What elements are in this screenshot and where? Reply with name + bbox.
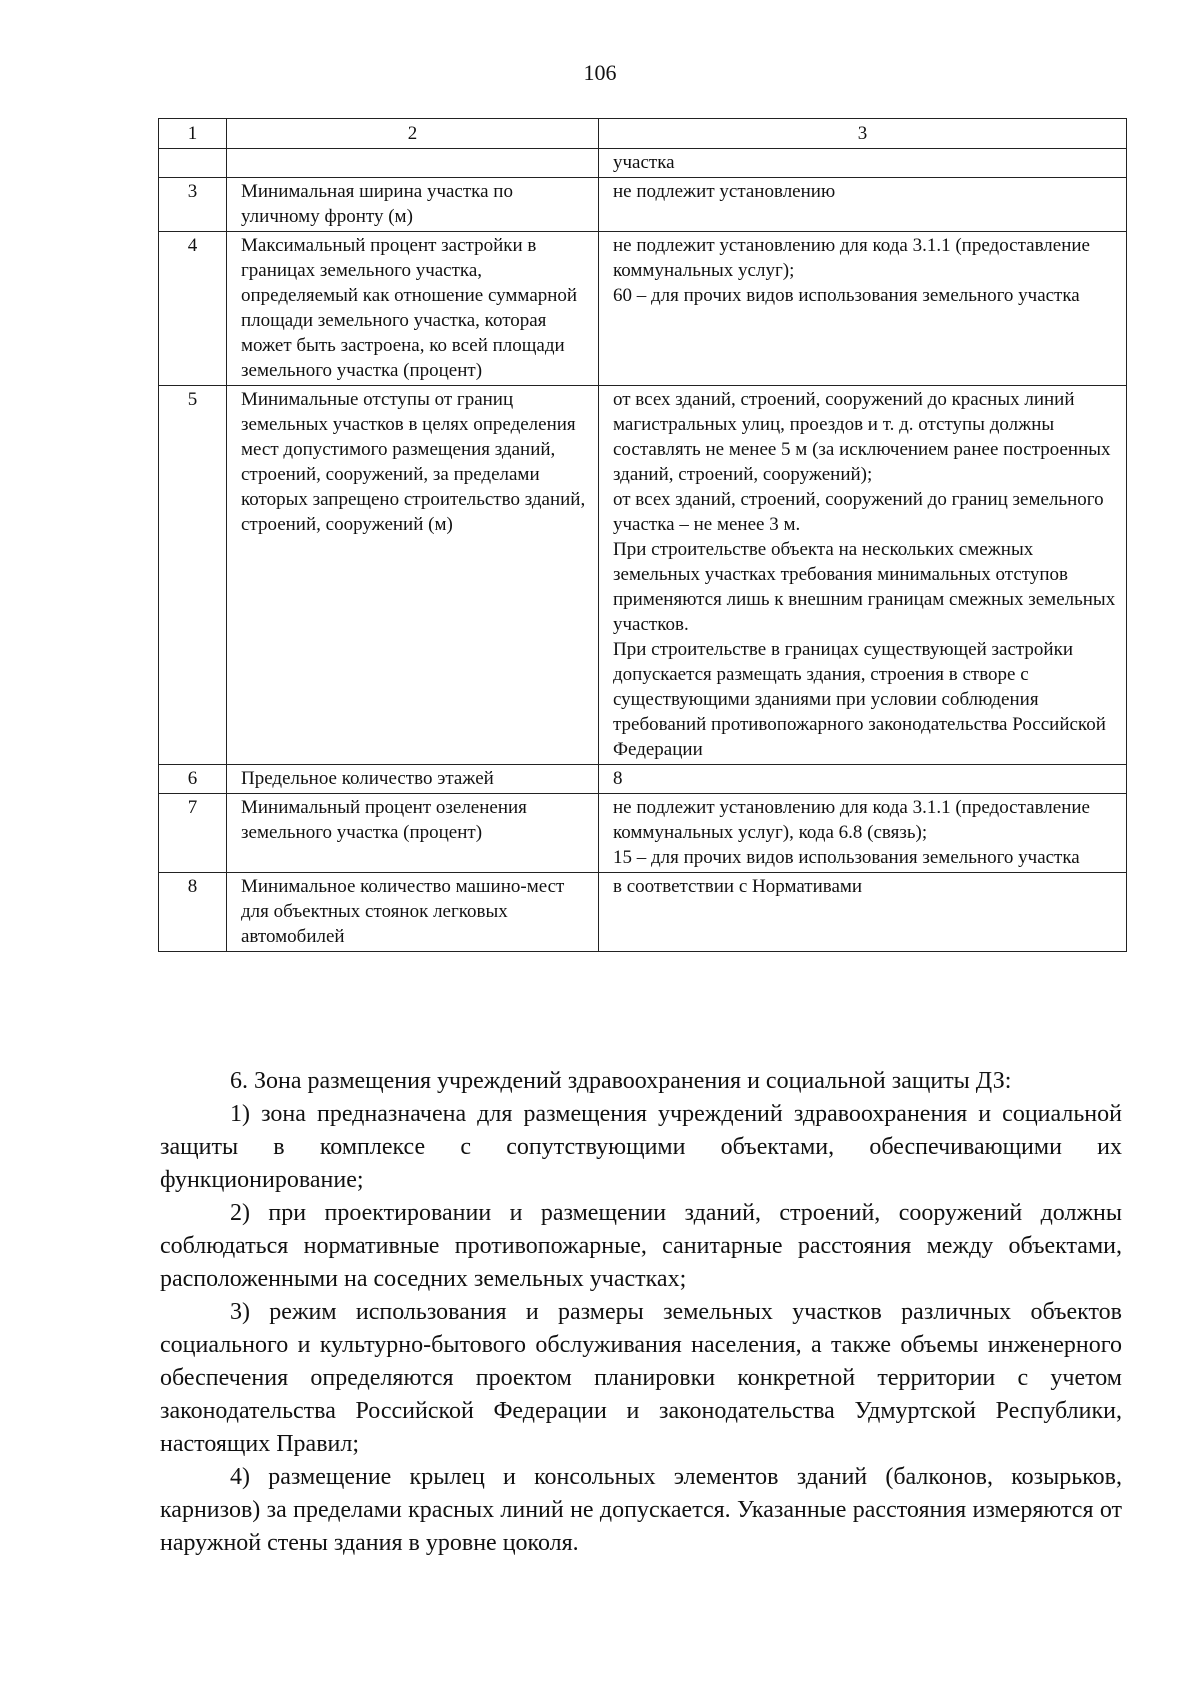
value-cell: от всех зданий, строений, сооружений до красных линий магистральных улиц, проездов и т. д. отступы должны составлять не менее 5 м (за исключением ранее построенных зданий, строений, сооружений); от всех зданий, строений, сооружений до границ земельного участка – не менее 3 м. При строительстве объекта на нескольких смежных земельных участках требования минимальных отступов применяются лишь к внешним границам смежных земельных участков. При строительстве в границах существующей застройки допускается размещать здания, строения в створе с существующими зданиями при условии соблюдения требований противопожарного законодательства Российской Федерации bbox=[599, 386, 1127, 765]
value-cell: 8 bbox=[599, 765, 1127, 794]
row-number-cell: 3 bbox=[159, 178, 227, 232]
paragraph: 4) размещение крылец и консольных элементов зданий (балконов, козырьков, карнизов) за пределами красных линий не допускается. Указанные расстояния измеряются от наружной стены здания в уровне цоколя. bbox=[160, 1464, 1122, 1556]
table-row bbox=[159, 232, 1127, 386]
table-header-cell: 1 bbox=[159, 119, 227, 149]
body-text bbox=[160, 1065, 1122, 1560]
table-row bbox=[159, 178, 1127, 232]
table-header-row bbox=[159, 119, 1127, 149]
row-number-cell: 8 bbox=[159, 873, 227, 952]
paragraph: 1) зона предназначена для размещения учреждений здравоохранения и социальной защиты в комплексе с сопутствующими объектами, обеспечивающими их функционирование; bbox=[160, 1101, 1122, 1193]
parameter-cell: Минимальный процент озеленения земельного участка (процент) bbox=[227, 794, 599, 873]
parameters-table bbox=[158, 118, 1127, 952]
parameter-cell: Минимальная ширина участка по уличному фронту (м) bbox=[227, 178, 599, 232]
row-number-cell: 4 bbox=[159, 232, 227, 386]
parameter-cell: Максимальный процент застройки в границах земельного участка, определяемый как отношение суммарной площади земельного участка, которая может быть застроена, ко всей площади земельного участка (процент) bbox=[227, 232, 599, 386]
value-cell: не подлежит установлению для кода 3.1.1 (предоставление коммунальных услуг); 60 – для прочих видов использования земельного участка bbox=[599, 232, 1127, 386]
table-row bbox=[159, 386, 1127, 765]
paragraph: 3) режим использования и размеры земельных участков различных объектов социального и культурно-бытового обслуживания населения, а также объемы инженерного обеспечения определяются проектом планировки конкретной территории с учетом законодательства Российской Федерации и законодательства Удмуртской Республики, настоящих Правил; bbox=[160, 1299, 1122, 1457]
value-cell: в соответствии с Нормативами bbox=[599, 873, 1127, 952]
table-row bbox=[159, 149, 1127, 178]
row-number-cell bbox=[159, 149, 227, 178]
paragraph: 2) при проектировании и размещении зданий, строений, сооружений должны соблюдаться нормативные противопожарные, санитарные расстояния между объектами, расположенными на соседних земельных участках; bbox=[160, 1200, 1122, 1292]
value-cell: участка bbox=[599, 149, 1127, 178]
table-row bbox=[159, 873, 1127, 952]
row-number-cell: 7 bbox=[159, 794, 227, 873]
value-cell: не подлежит установлению bbox=[599, 178, 1127, 232]
row-number-cell: 5 bbox=[159, 386, 227, 765]
table-row bbox=[159, 765, 1127, 794]
parameter-cell: Минимальные отступы от границ земельных участков в целях определения мест допустимого размещения зданий, строений, сооружений, за пределами которых запрещено строительство зданий, строений, сооружений (м) bbox=[227, 386, 599, 765]
table-header-cell: 3 bbox=[599, 119, 1127, 149]
parameter-cell: Минимальное количество машино-мест для объектных стоянок легковых автомобилей bbox=[227, 873, 599, 952]
table-row bbox=[159, 794, 1127, 873]
parameter-cell: Предельное количество этажей bbox=[227, 765, 599, 794]
page-number: 106 bbox=[583, 60, 617, 85]
table-header-cell: 2 bbox=[227, 119, 599, 149]
value-cell: не подлежит установлению для кода 3.1.1 (предоставление коммунальных услуг), кода 6.8 (связь); 15 – для прочих видов использования земельного участка bbox=[599, 794, 1127, 873]
row-number-cell: 6 bbox=[159, 765, 227, 794]
parameter-cell bbox=[227, 149, 599, 178]
zone-heading: 6. Зона размещения учреждений здравоохранения и социальной защиты ДЗ: bbox=[230, 1068, 1012, 1094]
